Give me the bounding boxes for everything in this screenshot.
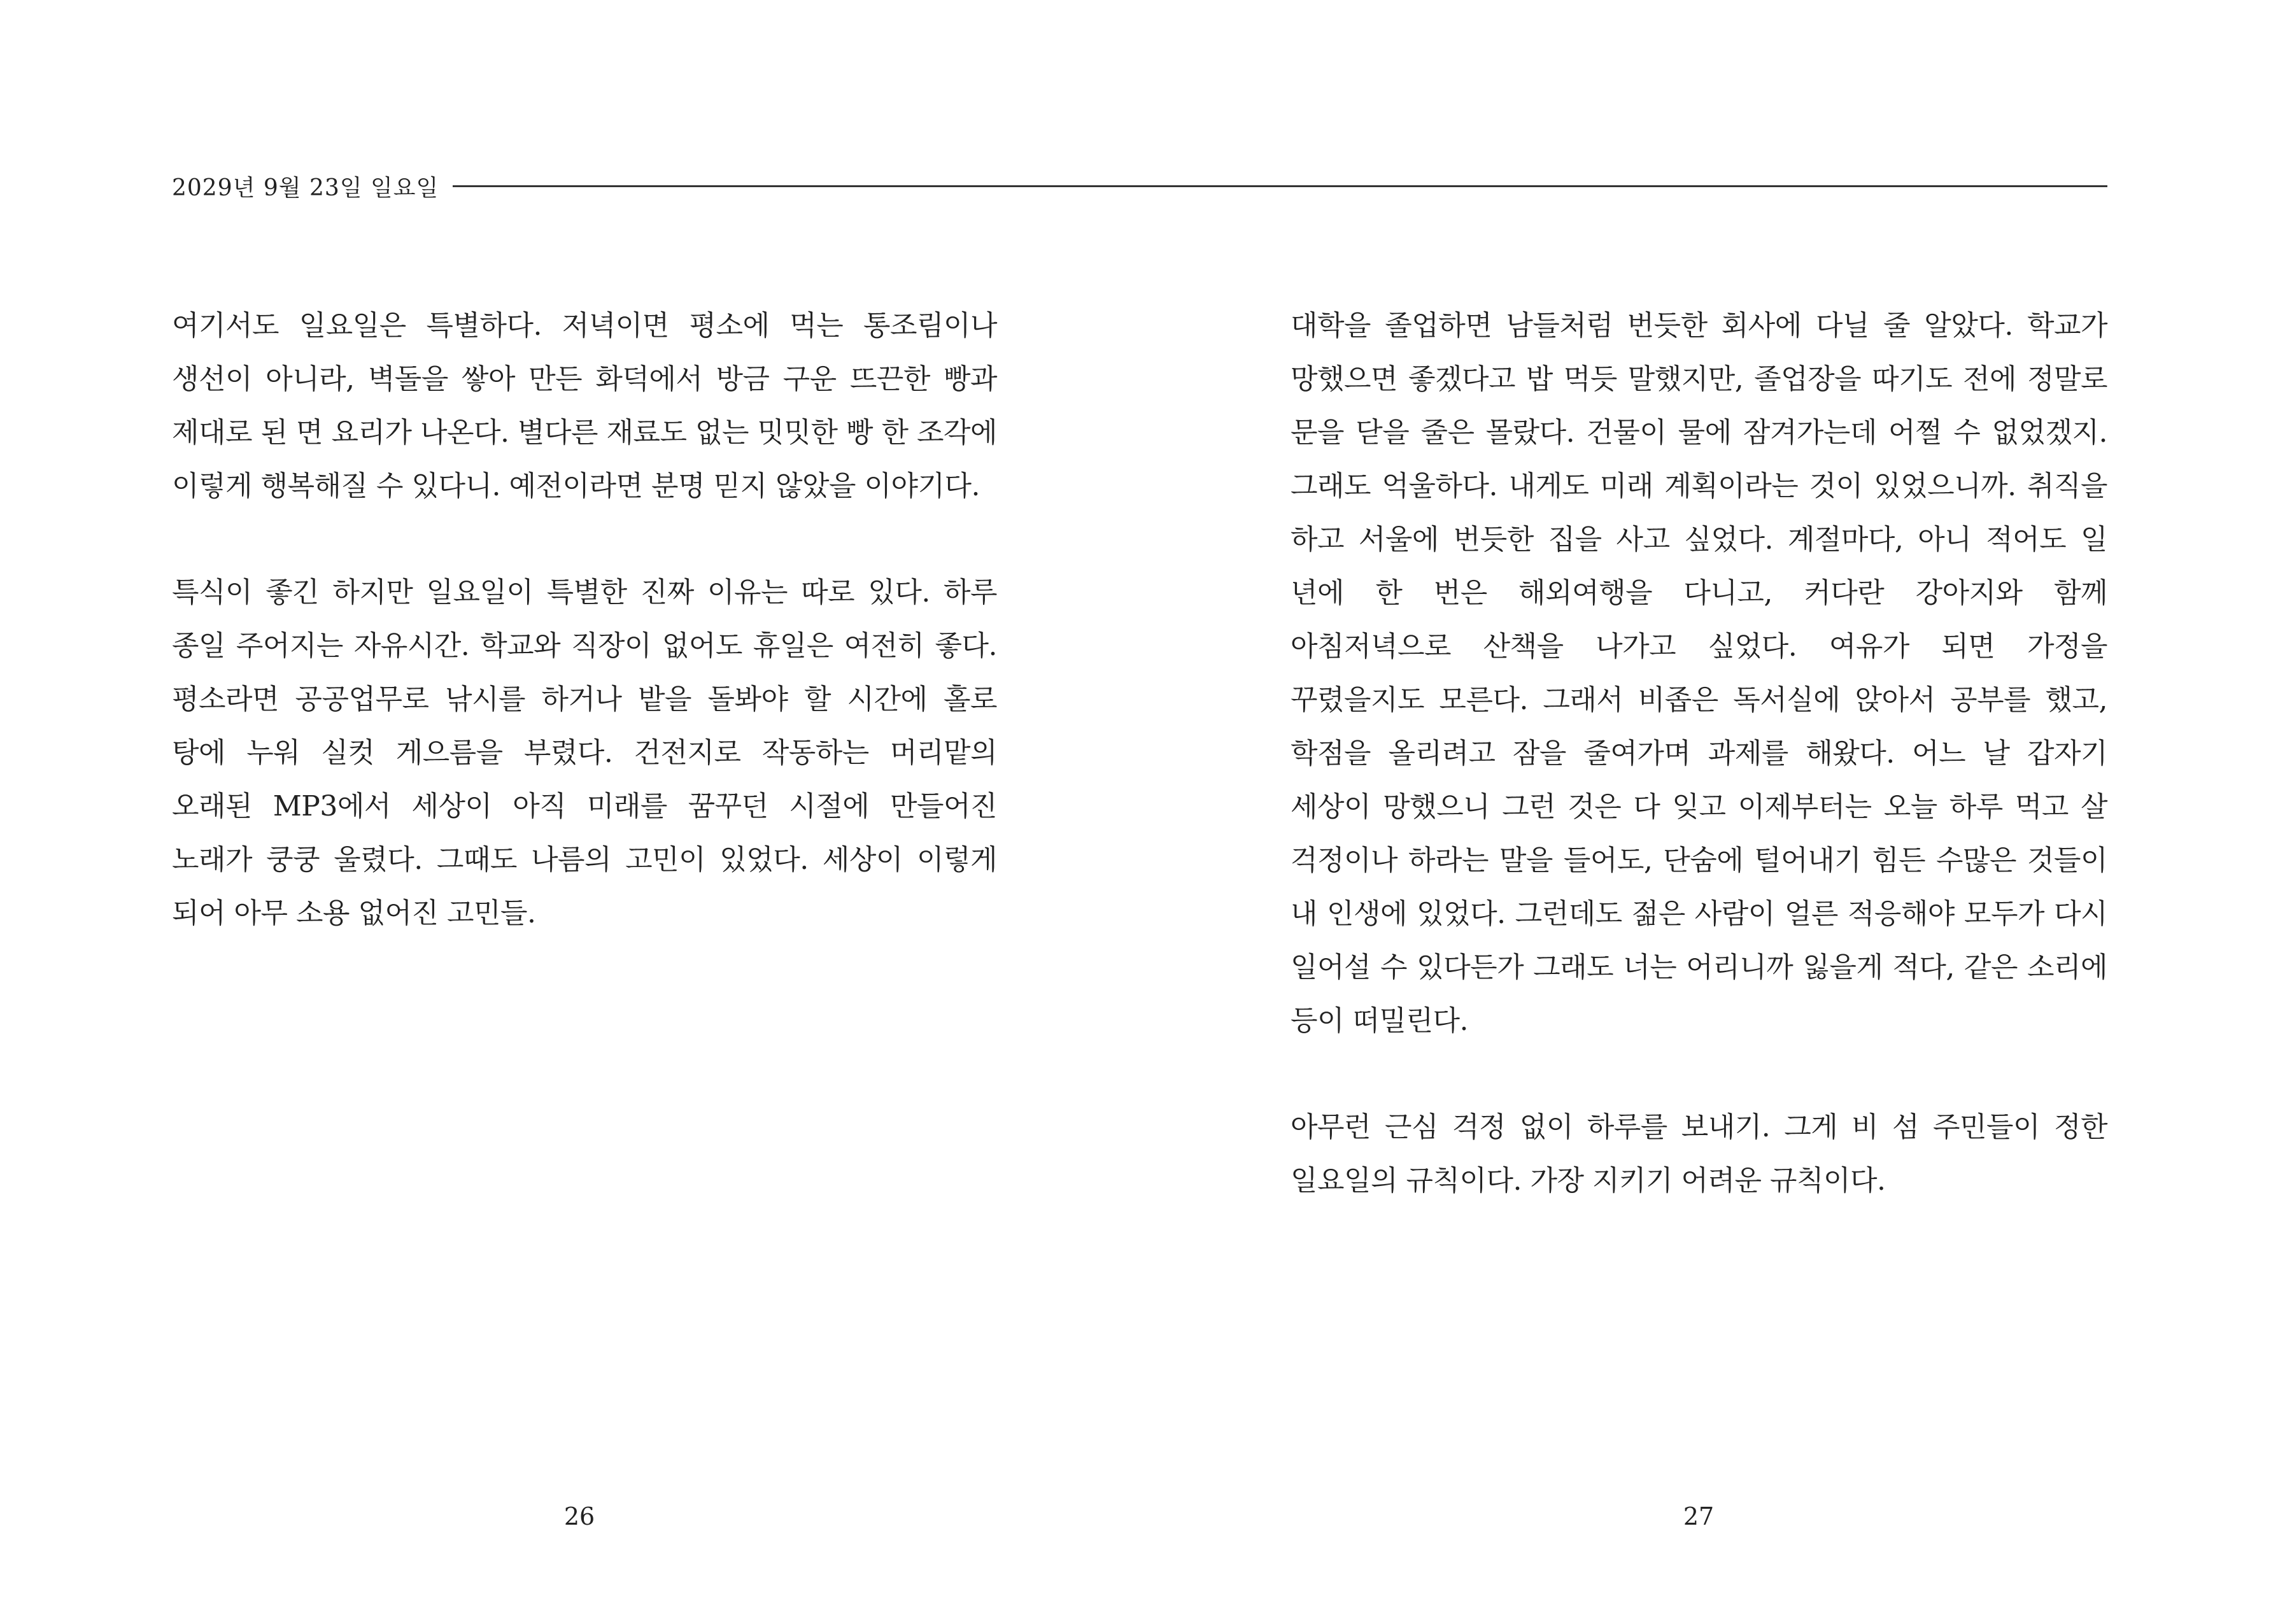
- left-paragraph-2: 특식이 좋긴 하지만 일요일이 특별한 진짜 이유는 따로 있다. 하루 종일 주어지는 자유시간. 학교와 직장이 없어도 휴일은 여전히 좋다. 평소라면 공공업무로 낚시를 하거나 밭을 돌봐야 할 시간에 홀로 탕에 누워 실컷 게으름을 부렸다. 건전지로 작동하는 머리맡의 오래된 MP3에서 세상이 아직 미래를 꿈꾸던 시절에 만들어진 노래가 쿵쿵 울렸다. 그때도 나름의 고민이 있었다. 세상이 이렇게 되어 아무 소용 없어진 고민들.: [172, 576, 997, 929]
- right-page-number: 27: [1683, 1502, 1715, 1530]
- header-date: 2029년 9월 23일 일요일: [172, 174, 439, 201]
- header-rule: [453, 185, 2107, 187]
- left-page-body: [172, 299, 997, 940]
- right-paragraph-2: 아무런 근심 걱정 없이 하루를 보내기. 그게 비 섬 주민들이 정한 일요일의 규칙이다. 가장 지키기 어려운 규칙이다.: [1291, 1111, 2107, 1197]
- right-paragraph-1: 대학을 졸업하면 남들처럼 번듯한 회사에 다닐 줄 알았다. 학교가 망했으면 좋겠다고 밥 먹듯 말했지만, 졸업장을 따기도 전에 정말로 문을 닫을 줄은 몰랐다. 건물이 물에 잠겨가는데 어쩔 수 없었겠지. 그래도 억울하다. 내게도 미래 계획이라는 것이 있었으니까. 취직을 하고 서울에 번듯한 집을 사고 싶었다. 계절마다, 아니 적어도 일 년에 한 번은 해외여행을 다니고, 커다란 강아지와 함께 아침저녁으로 산책을 나가고 싶었다. 여유가 되면 가정을 꾸렸을지도 모른다. 그래서 비좁은 독서실에 앉아서 공부를 했고, 학점을 올리려고 잠을 줄여가며 과제를 해왔다. 어느 날 갑자기 세상이 망했으니 그런 것은 다 잊고 이제부터는 오늘 하루 먹고 살 걱정이나 하라는 말을 들어도, 단숨에 털어내기 힘든 수많은 것들이 내 인생에 있었다. 그런데도 젊은 사람이 얼른 적응해야 모두가 다시 일어설 수 있다든가 그래도 너는 어리니까 잃을게 적다, 같은 소리에 등이 떠밀린다.: [1291, 309, 2107, 1037]
- running-header: [172, 172, 2107, 200]
- left-paragraph-1: 여기서도 일요일은 특별하다. 저녁이면 평소에 먹는 통조림이나 생선이 아니라, 벽돌을 쌓아 만든 화덕에서 방금 구운 뜨끈한 빵과 제대로 된 면 요리가 나온다. 별다른 재료도 없는 밋밋한 빵 한 조각에 이렇게 행복해질 수 있다니. 예전이라면 분명 믿지 않았을 이야기다.: [172, 309, 997, 502]
- left-page-number: 26: [563, 1502, 595, 1530]
- right-page-body: [1291, 299, 2107, 1208]
